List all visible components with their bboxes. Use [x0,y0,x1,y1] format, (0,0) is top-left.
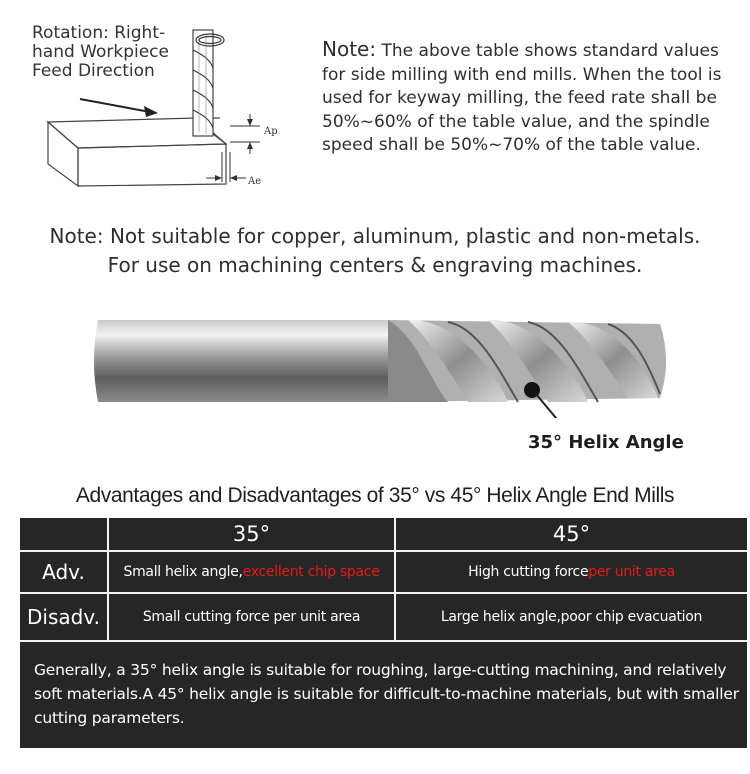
disadv-45-cell: Large helix angle,poor chip evacuation [440,609,703,625]
comparison-heading: Advantages and Disadvantages of 35° vs 45° Helix Angle End Mills [75,484,675,507]
diagram-label: Rotation: Right- hand Workpiece Feed Direction [32,23,169,81]
adv-35-highlight: excellent chip space [242,564,380,580]
row-label-adv: Adv. [42,560,85,584]
ap-label: Ap [264,126,278,137]
material-note: Note: Not suitable for copper, aluminum, plastic and non-metals. [49,224,701,248]
comparison-table [20,518,747,748]
header-45: 45° [552,522,591,546]
adv-45-highlight: per unit area [588,564,675,580]
grid-line [20,640,747,642]
summary-text: Generally, a 35° helix angle is suitable for roughing, large-cutting machining, and relatively soft materials.A 45° helix angle is suitable for difficult-to-machine materials, but with smaller cutting parameters. [34,661,739,727]
milling-diagram [20,22,310,202]
note-text: The above table shows standard values for side milling with end mills. When the tool is used for keyway milling, the feed rate shall be 50%~60% of the table value, and the spindle speed shall be 50%~70% of the table value. [322,41,722,155]
keyway-note [322,38,732,158]
adv-45-cell [396,552,747,592]
helix-angle-label: 35° Helix Angle [528,432,684,453]
adv-45-text: High cutting force [468,564,589,580]
machine-note: For use on machining centers & engraving machines. [107,253,643,277]
adv-35-cell [109,552,394,592]
adv-35-text: Small helix angle, [123,564,243,580]
end-mill-drawing [88,298,688,418]
note-lead: Note: [322,37,377,61]
ae-label: Ae [248,176,262,187]
header-35: 35° [232,522,271,546]
end-mill-image [88,298,688,418]
disadv-35-cell: Small cutting force per unit area [142,609,361,625]
row-label-disadv: Disadv. [27,605,100,629]
